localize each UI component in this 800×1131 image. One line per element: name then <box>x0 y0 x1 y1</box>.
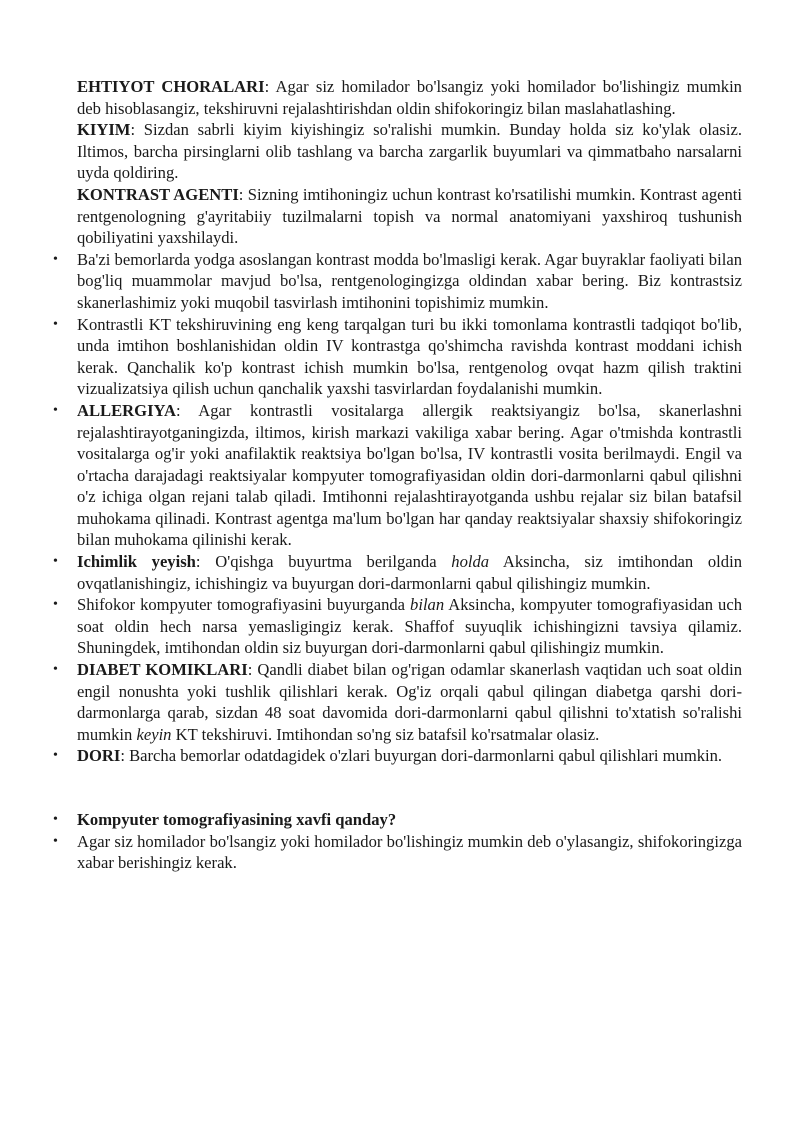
bullet-icon: • <box>53 833 58 849</box>
clothing-label: KIYIM <box>77 120 131 140</box>
doctor-ct-italic: bilan <box>410 595 445 615</box>
bullet-icon: • <box>53 402 58 418</box>
diabetes-label: DIABET KOMIKLARI <box>77 660 248 680</box>
list-item-contrast-ct <box>53 314 742 400</box>
bullet-icon: • <box>53 597 58 613</box>
allergy-label: ALLERGIYA <box>77 400 176 420</box>
contrast-paragraph <box>77 184 742 249</box>
eating-italic: holda <box>451 552 490 572</box>
list-item-iodine <box>53 249 742 314</box>
precautions-paragraph <box>77 76 742 119</box>
list-item-medicine <box>53 745 742 767</box>
iodine-text: Ba'zi bemorlarda yodga asoslangan kontrast modda bo'lmasligi kerak. Agar buyraklar faoliyati bilan bog'liq muammolar mavjud bo'lsa, rentgenologingizga oldindan xabar bering. Biz kontrastsiz skanerlashimiz yoki muqobil tasvirlash imtihonini topishimiz mumkin. <box>77 249 742 312</box>
medicine-text: : Barcha bemorlar odatdagidek o'zlari buyurgan dori-darmonlarni qabul qilishlari mumkin. <box>120 746 723 766</box>
bullet-icon: • <box>53 251 58 267</box>
doctor-ct-text-after: Aksincha, kompyuter tomografiyasidan uch soat oldin hech narsa yemasligingiz kerak. Shaffof suyuqlik ichishingizni tavsiya qilamiz. Shuningdek, imtihondan oldin siz buyurgan dori-darmonlarni qabul qilishingiz mumkin. <box>77 595 742 658</box>
risk-question-heading: Kompyuter tomografiyasining xavfi qanday? <box>77 810 397 829</box>
eating-label: Ichimlik yeyish <box>77 552 196 572</box>
eating-text-after: Aksincha, siz imtihondan oldin ovqatlanishingiz, ichishingiz va buyurgan dori-darmonlarni qabul qilishingiz mumkin. <box>77 552 742 593</box>
contrast-text: : Sizning imtihoningiz uchun kontrast ko'rsatilishi mumkin. Kontrast agenti rentgenologning g'ayritabiiy tuzilmalarni topish va normal anatomiyani yaxshiroq tushunish qobiliyatini yaxshilaydi. <box>77 184 742 248</box>
precautions-text: : Agar siz homilador bo'lsangiz yoki homilador bo'lishingiz mumkin deb hisoblasangiz, tekshiruvni rejalashtirishdan oldin shifokoringiz bilan maslahatlashing. <box>77 77 742 118</box>
document-page <box>53 76 742 874</box>
medicine-label: DORI <box>77 746 121 766</box>
risk-answer-text: Agar siz homilador bo'lsangiz yoki homilador bo'lishingiz mumkin deb o'ylasangiz, shifokoringizga xabar berishingiz kerak. <box>77 831 742 873</box>
list-item-doctor-ct <box>53 594 742 659</box>
contrast-label: KONTRAST AGENTI <box>77 184 239 204</box>
list-item-risk-question <box>53 809 742 831</box>
contrast-ct-text: Kontrastli KT tekshiruvining eng keng tarqalgan turi bu ikki tomonlama kontrastli tadqiqot bo'lib, unda imtihon boshlanishidan oldin IV kontrastga qo'shimcha ravishda kontrast moddani ichish kerak. Qanchalik ko'p kontrast ichish mumkin bo'lsa, rentgenolog ovqat hazm qilish traktini vizualizatsiya qilish uchun qanchalik yaxshi tasvirlardan foydalanishi mumkin. <box>77 314 742 399</box>
doctor-ct-text-before: Shifokor kompyuter tomografiyasini buyurganda <box>77 595 411 615</box>
bullet-icon: • <box>53 662 58 678</box>
list-item-eating <box>53 551 742 594</box>
bullet-icon: • <box>53 812 58 827</box>
eating-text-before: : O'qishga buyurtma berilganda <box>195 552 452 572</box>
list-item-allergy <box>53 400 742 551</box>
bullet-icon: • <box>53 748 58 764</box>
allergy-text: : Agar kontrastli vositalarga allergik reaktsiyangiz bo'lsa, skanerlashni rejalashtirayotganingizda, iltimos, kirish markazi vakiliga xabar bering. Agar o'tmishda kontrastli vositalarga og'ir yoki anafilaktik reaktsiya bo'lgan bo'lsa, IV kontrastli vosita berilmaydi. Engil va o'rtacha darajadagi reaktsiyalar kompyuter tomografiyasidan oldin dori-darmonlarni qabul qilishni o'z ichiga olgan rejani talab qiladi. Imtihonni rejalashtirayotganda ushbu rejalar siz bilan batafsil muhokama qilinadi. Kontrast agentga ma'lum bo'lgan har qanday reaktsiyalar shaxsiy shifokoringiz bilan muhokama qilinishi kerak. <box>77 400 742 550</box>
precautions-label: EHTIYOT CHORALARI <box>77 77 265 96</box>
diabetes-text-before: : Qandli diabet bilan og'rigan odamlar skanerlash vaqtidan uch soat oldin engil nonushta yoki tushlik qilishlari kerak. Og'iz orqali qabul qilingan diabetga qarshi dori-darmonlarga qarab, sizdan 48 soat davomida dori-darmonlarni qabul qilishni to'xtatish so'ralishi mumkin <box>77 660 742 744</box>
bullet-icon: • <box>53 554 58 570</box>
list-item-diabetes <box>53 659 742 745</box>
diabetes-text-after: KT tekshiruvi. Imtihondan so'ng siz batafsil ko'rsatmalar olasiz. <box>171 724 600 744</box>
diabetes-italic: keyin <box>136 724 172 744</box>
clothing-text: : Sizdan sabrli kiyim kiyishingiz so'ralishi mumkin. Bunday holda siz ko'ylak olasiz. Iltimos, barcha pirsinglarni olib tashlang va barcha zargarlik buyumlari va qimmatbaho narsalarni uyda qoldiring. <box>77 120 742 183</box>
clothing-paragraph <box>77 119 742 184</box>
spacer <box>77 767 742 809</box>
list-item-risk-answer <box>53 831 742 874</box>
bullet-icon: • <box>53 316 58 332</box>
